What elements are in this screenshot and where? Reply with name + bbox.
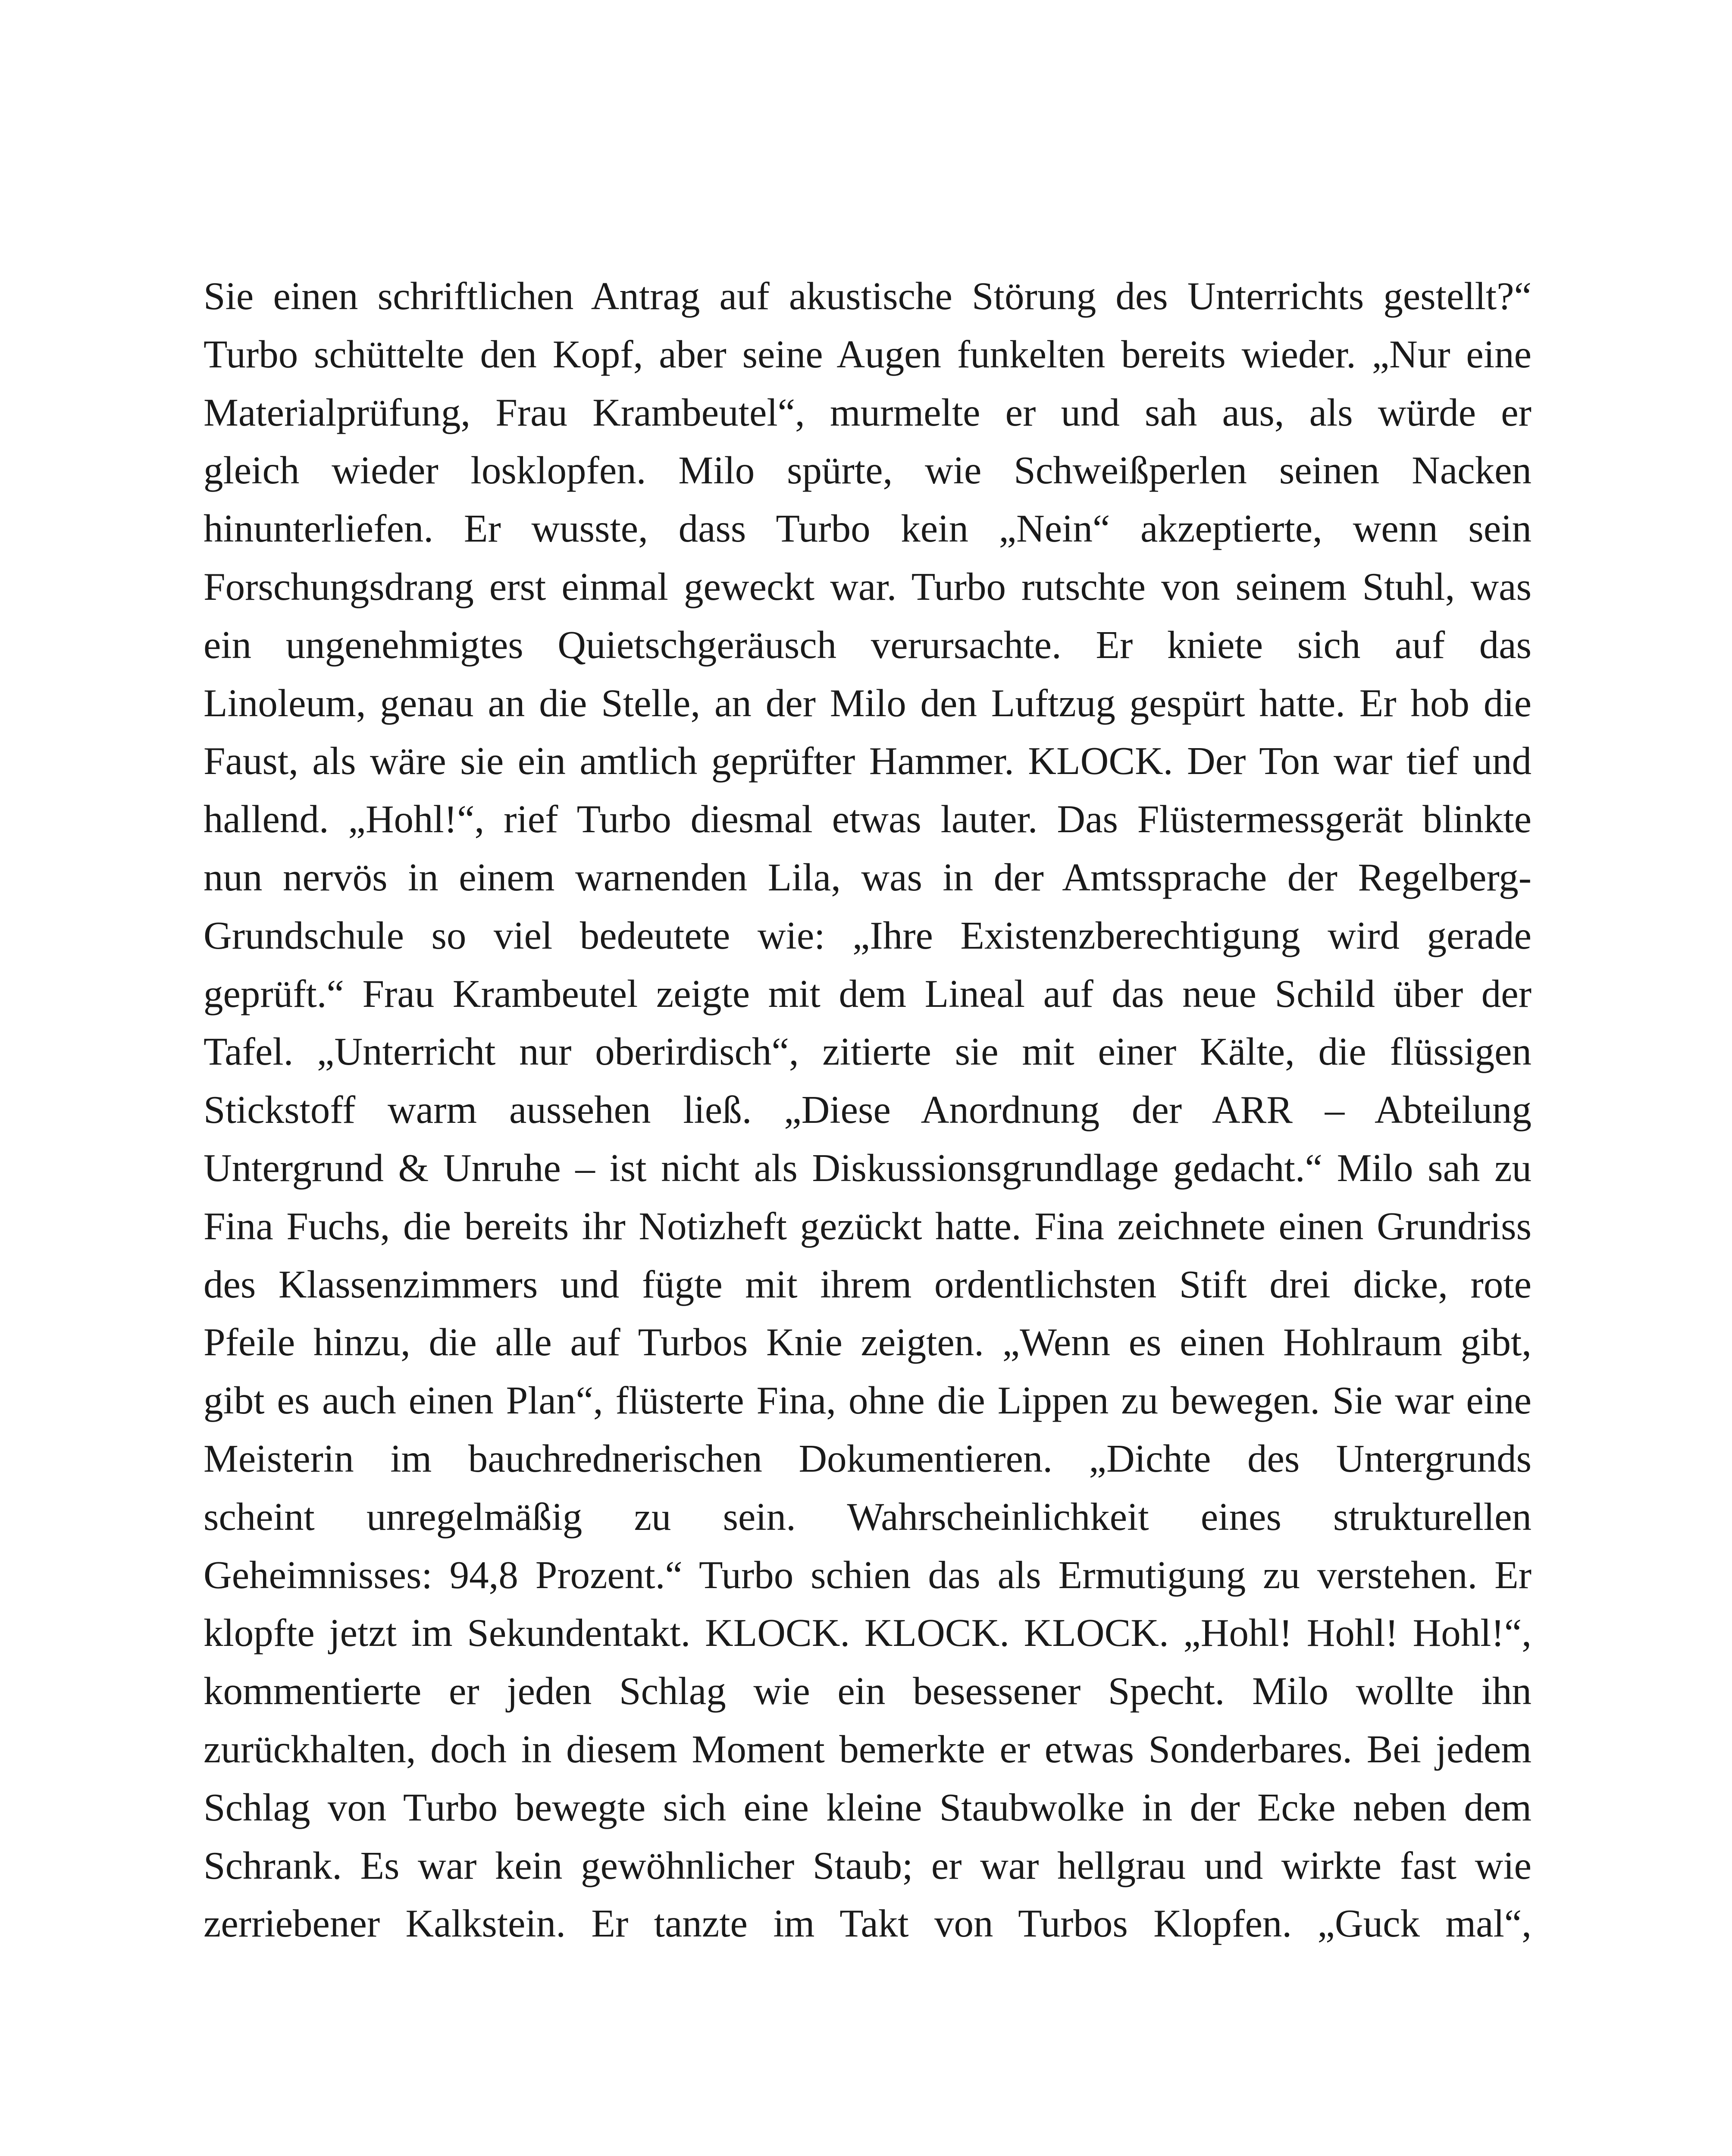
text-line: Schlag von Turbo bewegte sich eine kleine Staubwolke in der Ecke neben dem [204,1785,1532,1829]
text-line: kommentierte er jeden Schlag wie ein besessener Specht. Milo wollte ihn [204,1669,1532,1713]
text-line: scheint unregelmäßig zu sein. Wahrscheinlichkeit eines strukturellen [204,1495,1532,1539]
text-line: Sie einen schriftlichen Antrag auf akustische Störung des Unterrichts gestellt?“ [204,274,1532,318]
text-line: Faust, als wäre sie ein amtlich geprüfter Hammer. KLOCK. Der Ton war tief und [204,739,1532,783]
text-line: hinunterliefen. Er wusste, dass Turbo kein „Nein“ akzeptierte, wenn sein [204,507,1532,551]
text-line: Untergrund & Unruhe – ist nicht als Diskussionsgrundlage gedacht.“ Milo sah zu [204,1146,1532,1190]
text-line: gleich wieder losklopfen. Milo spürte, wie Schweißperlen seinen Nacken [204,448,1532,492]
text-line: Tafel. „Unterricht nur oberirdisch“, zitierte sie mit einer Kälte, die flüssigen [204,1030,1532,1074]
text-line: Linoleum, genau an die Stelle, an der Milo den Luftzug gespürt hatte. Er hob die [204,681,1532,725]
text-line: hallend. „Hohl!“, rief Turbo diesmal etwas lauter. Das Flüstermessgerät blinkte [204,797,1532,841]
text-line: des Klassenzimmers und fügte mit ihrem ordentlichsten Stift drei dicke, rote [204,1262,1532,1306]
text-line: Forschungsdrang erst einmal geweckt war. Turbo rutschte von seinem Stuhl, was [204,564,1532,608]
text-line: ein ungenehmigtes Quietschgeräusch verursachte. Er kniete sich auf das [204,623,1532,667]
text-line: Pfeile hinzu, die alle auf Turbos Knie zeigten. „Wenn es einen Hohlraum gibt, [204,1320,1532,1364]
text-line: gibt es auch einen Plan“, flüsterte Fina, ohne die Lippen zu bewegen. Sie war eine [204,1379,1532,1423]
text-line: Grundschule so viel bedeutete wie: „Ihre Existenzberechtigung wird gerade [204,913,1532,957]
body-text [204,267,1532,1953]
text-line: klopfte jetzt im Sekundentakt. KLOCK. KLOCK. KLOCK. „Hohl! Hohl! Hohl!“, [204,1611,1532,1655]
text-line: geprüft.“ Frau Krambeutel zeigte mit dem Lineal auf das neue Schild über der [204,971,1532,1015]
text-line: Schrank. Es war kein gewöhnlicher Staub; er war hellgrau und wirkte fast wie [204,1843,1532,1887]
text-line: zerriebener Kalkstein. Er tanzte im Takt von Turbos Klopfen. „Guck mal“, [204,1902,1532,1946]
text-line: Turbo schüttelte den Kopf, aber seine Augen funkelten bereits wieder. „Nur eine [204,332,1532,376]
text-line: Stickstoff warm aussehen ließ. „Diese Anordnung der ARR – Abteilung [204,1088,1532,1132]
text-line: zurückhalten, doch in diesem Moment bemerkte er etwas Sonderbares. Bei jedem [204,1727,1532,1771]
text-line: Materialprüfung, Frau Krambeutel“, murmelte er und sah aus, als würde er [204,390,1532,434]
text-line: Geheimnisses: 94,8 Prozent.“ Turbo schien das als Ermutigung zu verstehen. Er [204,1553,1532,1597]
text-line: nun nervös in einem warnenden Lila, was in der Amtssprache der Regelberg- [204,855,1532,899]
text-line: Meisterin im bauchrednerischen Dokumentieren. „Dichte des Untergrunds [204,1436,1532,1480]
text-line: Fina Fuchs, die bereits ihr Notizheft gezückt hatte. Fina zeichnete einen Grundriss [204,1204,1532,1248]
